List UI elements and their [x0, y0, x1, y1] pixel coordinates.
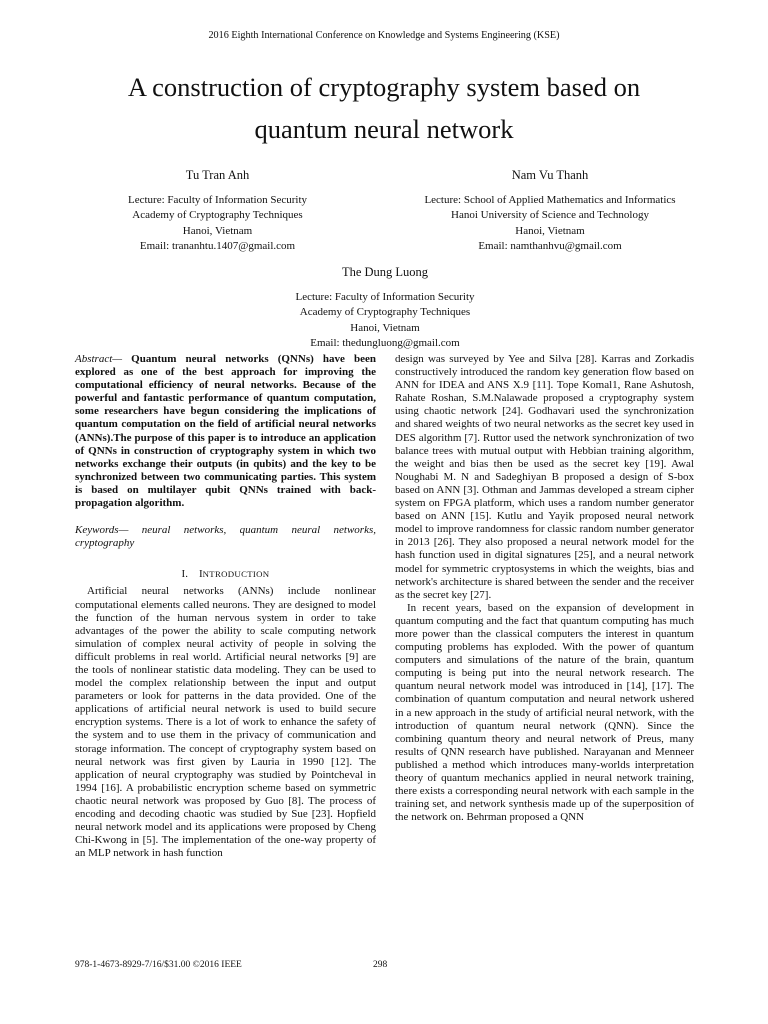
- abstract: [75, 353, 376, 510]
- author-name: The Dung Luong: [341, 265, 429, 279]
- body-paragraph-quantum: In recent years, based on the expansion of development in quantum computing and the fact that quantum computing has much more power than the classical computers the interest in quantum computing problems has exploded. With the power of quantum computers and simulations of the nature of the brain, quantum computing is being put into the neural network research. The quantum neural network model was introduced in [14], [17]. The combination of quantum computation and neural network ushered in a new approach in the study of artificial neural network, with the introduction of quantum neural network (QNN). Since the combining quantum theory and neural network of Preus, many results of QNN research have published. Narayanan and Menneer published a method which introduces many-worlds interpretation theory of quantum mechanics applied in neural network training, there exists a corresponding neural network with each sample in the training set, and network synthesis made up of the superposition of the network on. Behrman proposed a QNN: [395, 601, 694, 824]
- author-email: Email: trananhtu.1407@gmail.com: [139, 240, 296, 252]
- right-column: [395, 353, 694, 824]
- author-name: Tu Tran Anh: [185, 168, 250, 182]
- author-institution: Academy of Cryptography Techniques: [132, 209, 303, 221]
- body-paragraph-continued: design was surveyed by Yee and Silva [28]. Karras and Zorkadis constructively introduced the random key generation flow based on ANN for IDEA and ANS X.9 [11]. Tope Komal1, Rane Ashutosh, Rahate Roshan, S.M.Nalawade proposed a cryptography system using chaotic network [24]. Godhavari used the synchronization and shared weights of two neural networks as the secret key used in DES algorithm [7]. Ruttor used the network synchronization of two balance trees with mutual output with Hebbian training algorithm, the weight and bias then be used as the secret key [19]. Awal Noughabi M. N and Sadeghiyan B proposed a design of S-box based on ANN [3]. Othman and Jammas developed a stream cipher system on FPGA platform, which uses a random number generator based on ANN [15]. Kutlu and Yayik proposed neural network model to improve randomness for classic random number generator in 2013 [26]. They also proposed a neural network model for the hash function used in digital signatures [25], and a neural network model for symmetric cryptosystems in which the weights, bias and network's architecture is shared between the sender and the receiver as the secret key [27].: [395, 353, 694, 601]
- page-number: 298: [373, 960, 388, 970]
- conference-header: 2016 Eighth International Conference on Knowledge and Systems Engineering (KSE): [208, 30, 560, 41]
- author-email: Email: thedungluong@gmail.com: [310, 337, 460, 349]
- keywords: [75, 524, 376, 550]
- paper-title: [40, 66, 728, 150]
- keywords-text: neural networks, quantum neural networks, cryptography: [75, 524, 376, 550]
- left-column: [75, 353, 376, 860]
- footer-isbn: 978-1-4673-8929-7/16/$31.00 ©2016 IEEE: [75, 960, 242, 970]
- title-line-2: quantum neural network: [254, 114, 514, 144]
- title-line-1: A construction of cryptography system based on: [127, 72, 641, 102]
- author-location: Hanoi, Vietnam: [515, 224, 585, 237]
- author-location: Hanoi, Vietnam: [350, 321, 420, 334]
- author-affiliation: Lecture: Faculty of Information Security: [295, 290, 475, 303]
- author-affiliation: Lecture: Faculty of Information Security: [128, 193, 307, 206]
- author-block-3: [260, 265, 510, 352]
- section-number: I.: [181, 568, 188, 581]
- section-heading: [75, 568, 376, 581]
- section-initial: I: [198, 568, 203, 581]
- abstract-text: Quantum neural networks (QNNs) have been explored as one of the best approach for improving the computational efficiency of neural networks. Because of the powerful and fantastic performance of quantum computation, some researchers have begun considering the implications of quantum computation on the field of artificial neural networks (ANNs).The purpose of this paper is to introduce an application of QNNs in construction of cryptography system in which two networks exchange their outputs (in qubits) and the key to be synchronized between two communicating parties. This system is based on multilayer qubit QNNs trained with back-propagation algorithm.: [75, 353, 376, 510]
- author-institution: Hanoi University of Science and Technology: [451, 209, 649, 221]
- author-block-1: [110, 168, 325, 255]
- author-email: Email: namthanhvu@gmail.com: [478, 240, 622, 252]
- author-location: Hanoi, Vietnam: [182, 224, 253, 237]
- author-affiliation: Lecture: School of Applied Mathematics and Informatics: [424, 193, 676, 206]
- body-paragraph-intro: Artificial neural networks (ANNs) include nonlinear computational elements called neurons. They are designed to model the function of the human nervous system in order to take advantages of the power the ability to scale computing network simulation of complex neural activity of people in solving the difficult problems in real world. Artificial neural networks [9] are the tools of nonlinear statistic data modeling. They can be used to model the complex relationship between the input and output parameters or look for patterns in the data provided. One of the applications of artificial neural network is used to build secure encryption systems. There is a lot of work to enhance the safety of the system and to use them in the privacy of communication and storage information. The concept of cryptography system based on neural network was first given by Lauria in 1990 [12]. The application of neural cryptography was studied by Pointcheval in 1994 [16]. A probabilistic encryption scheme based on symmetric chaotic neural network was proposed by Guo [8]. The process of encoding and decoding chaotic was studied by Sue [23]. Hopfield neural network model and its applications were proposed by Cheng Chi-Kwong in [5]. The implementation of the one-way property of an MLP network in hash function: [75, 585, 376, 860]
- author-institution: Academy of Cryptography Techniques: [299, 306, 471, 318]
- section-title-rest: NTRODUCTION: [202, 569, 270, 580]
- abstract-label: Abstract—: [75, 353, 123, 365]
- author-name: Nam Vu Thanh: [511, 168, 589, 182]
- keywords-label: Keywords—: [75, 524, 129, 537]
- author-block-2: [400, 168, 700, 255]
